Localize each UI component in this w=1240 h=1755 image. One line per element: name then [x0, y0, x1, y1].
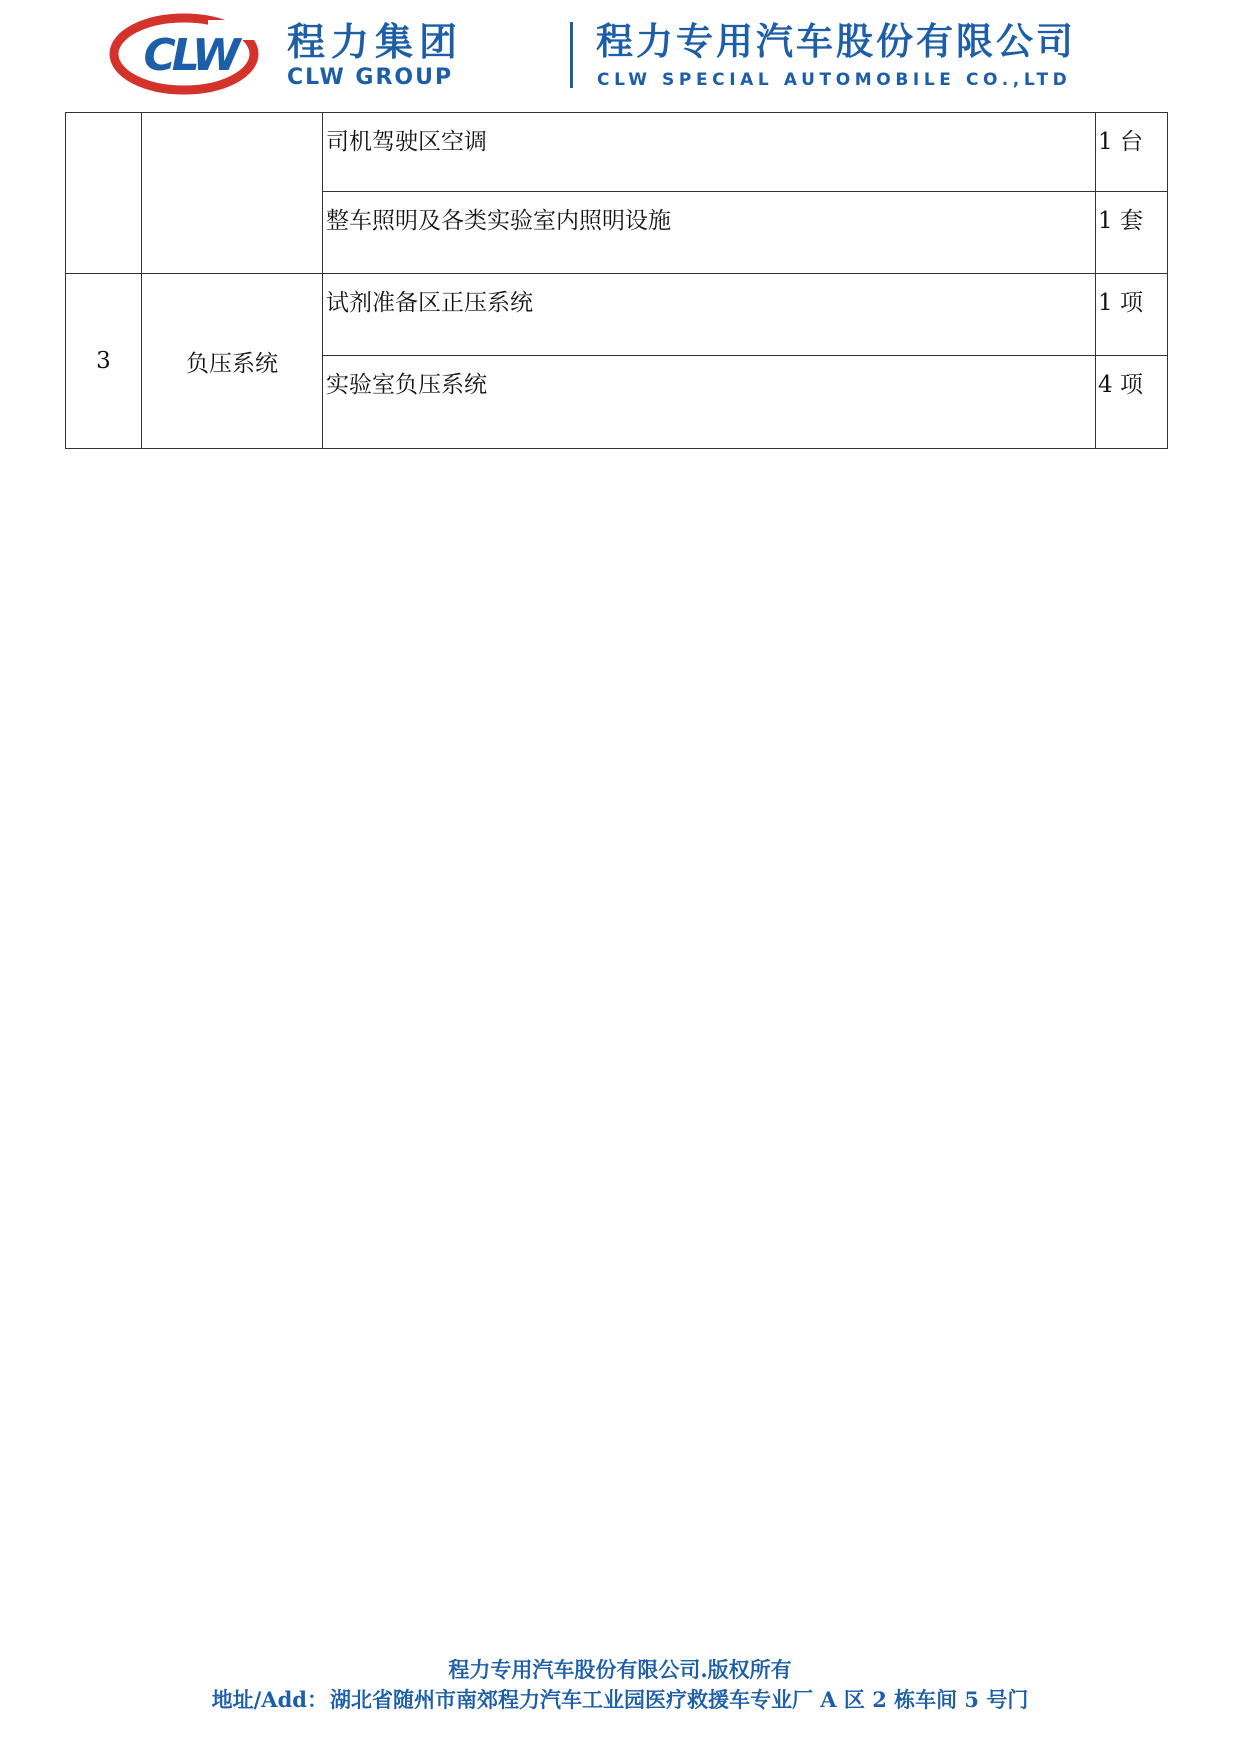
- footer-address: 湖北省随州市南郊程力汽车工业园医疗救援车专业厂 A 区 2 栋车间 5 号门: [329, 1687, 1029, 1712]
- logo-text: CLW: [143, 30, 237, 81]
- quantity-cell: 1 台: [1096, 113, 1168, 192]
- quantity-cell: 1 项: [1096, 274, 1168, 356]
- category-cell: [142, 113, 323, 274]
- footer-address-label: 地址/Add：: [211, 1687, 328, 1712]
- brand-name-en: CLW GROUP: [287, 65, 454, 90]
- number-cell: [66, 113, 142, 274]
- clw-logo-icon: [108, 12, 260, 96]
- brand-name-cn: 程力集团: [287, 20, 464, 64]
- quantity-cell: 4 项: [1096, 356, 1168, 449]
- category-cell: 负压系统: [142, 274, 323, 449]
- page-footer: [0, 1655, 1240, 1715]
- item-cell: 试剂准备区正压系统: [323, 274, 1096, 356]
- number-cell: 3: [66, 274, 142, 449]
- quantity-cell: 1 套: [1096, 192, 1168, 274]
- item-cell: 实验室负压系统: [323, 356, 1096, 449]
- company-name-cn: 程力专用汽车股份有限公司: [596, 20, 1076, 63]
- item-cell: 整车照明及各类实验室内照明设施: [323, 192, 1096, 274]
- page-header: [0, 0, 1240, 104]
- header-divider: [570, 22, 573, 88]
- footer-address-line: [0, 1685, 1240, 1715]
- table-row: [66, 113, 1168, 192]
- company-name-en: CLW SPECIAL AUTOMOBILE CO.,LTD: [597, 70, 1072, 90]
- equipment-table: [65, 112, 1168, 449]
- footer-copyright: 程力专用汽车股份有限公司.版权所有: [448, 1657, 792, 1682]
- item-cell: 司机驾驶区空调: [323, 113, 1096, 192]
- table-row: [66, 274, 1168, 356]
